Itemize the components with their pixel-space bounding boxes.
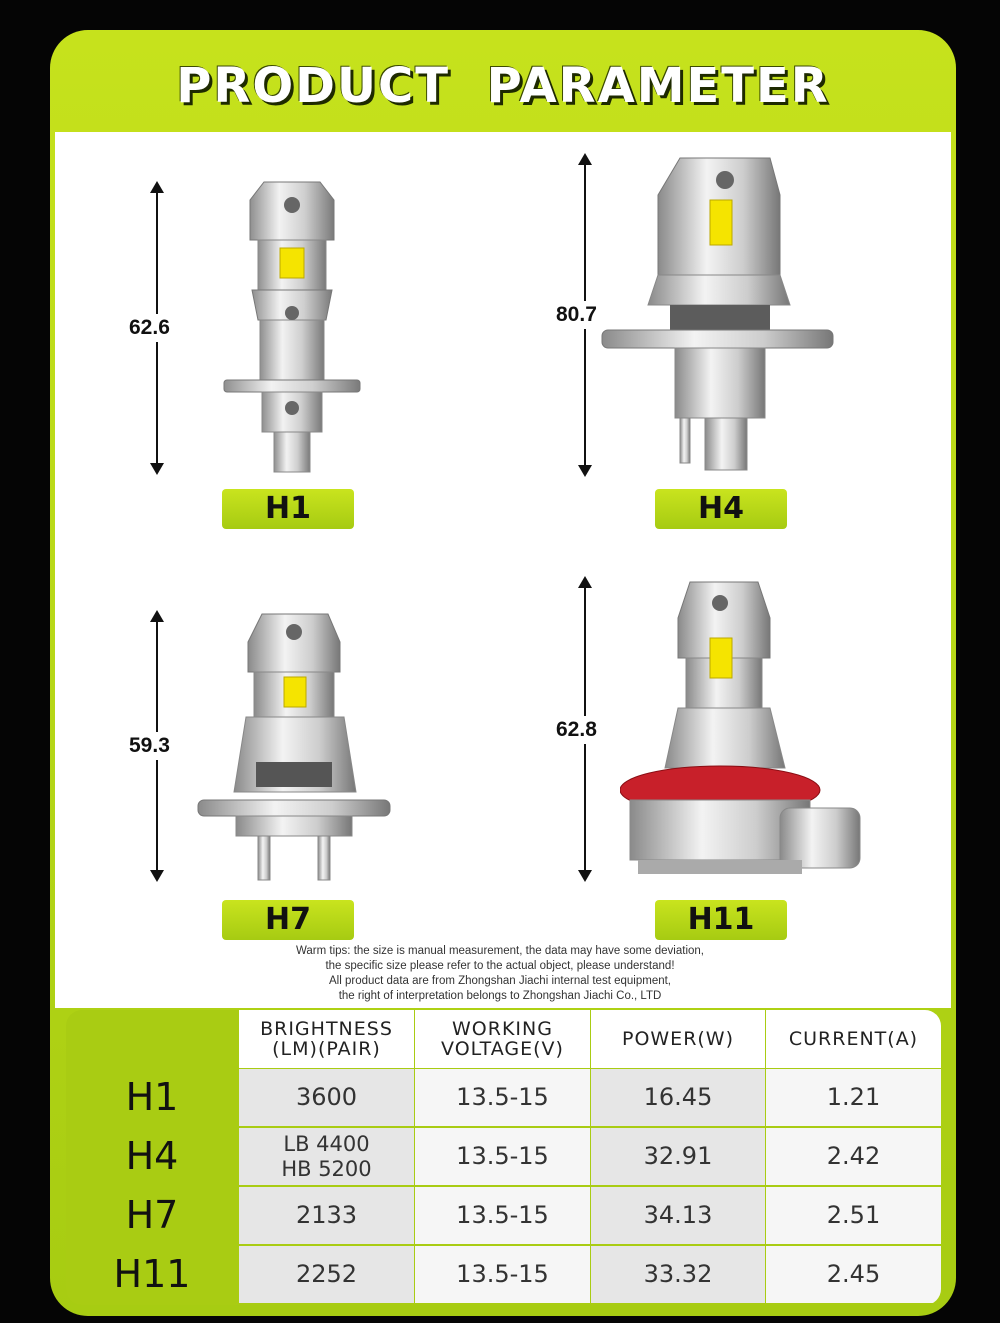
cell-power: 32.91 [591, 1128, 765, 1185]
h7-bulb-image [196, 612, 392, 882]
tip-line: the right of interpretation belongs to Zhongshan Jiachi Co., LTD [338, 990, 662, 1002]
cell-power: 34.13 [591, 1187, 765, 1244]
cell-power: 16.45 [591, 1069, 765, 1126]
row-model-h4: H4 [125, 1134, 179, 1178]
cell-current: 1.21 [766, 1069, 941, 1126]
warm-tips [150, 944, 850, 1004]
cell-voltage: 13.5-15 [415, 1246, 590, 1303]
model-badge-h7: H7 [222, 900, 354, 940]
cell-current: 2.51 [766, 1187, 941, 1244]
cell-power: 33.32 [591, 1246, 765, 1303]
parameter-table [66, 1010, 941, 1305]
row-model-h7: H7 [125, 1193, 179, 1237]
cell-voltage: 13.5-15 [415, 1069, 590, 1126]
page-title: PRODUCT PARAMETER [176, 58, 830, 114]
row-model-h11: H11 [113, 1252, 191, 1296]
cell-voltage: 13.5-15 [415, 1187, 590, 1244]
dimension-label-h1: 62.6 [127, 314, 172, 342]
tip-line: Warm tips: the size is manual measurement, the data may have some deviation, [295, 945, 704, 957]
cell-brightness: 2252 [239, 1246, 414, 1303]
cell-current: 2.42 [766, 1128, 941, 1185]
cell-current: 2.45 [766, 1246, 941, 1303]
header-power: POWER(W) [591, 1010, 765, 1068]
row-model-h1: H1 [125, 1075, 179, 1119]
model-badge-h11: H11 [655, 900, 787, 940]
cell-brightness: 3600 [239, 1069, 414, 1126]
h4-bulb-image [600, 155, 835, 475]
cell-brightness: 2133 [239, 1187, 414, 1244]
dimension-label-h4: 80.7 [554, 301, 599, 329]
cell-brightness: LB 4400 HB 5200 [239, 1128, 414, 1185]
dimension-label-h11: 62.8 [554, 716, 599, 744]
header-brightness: BRIGHTNESS (LM)(PAIR) [239, 1010, 414, 1068]
cell-voltage: 13.5-15 [415, 1128, 590, 1185]
header-current: CURRENT(A) [766, 1010, 941, 1068]
header-voltage: WORKING VOLTAGE(V) [415, 1010, 590, 1068]
h1-bulb-image [222, 180, 362, 475]
dimension-label-h7: 59.3 [127, 732, 172, 760]
model-badge-h1: H1 [222, 489, 354, 529]
tip-line: All product data are from Zhongshan Jiachi internal test equipment, [329, 975, 671, 987]
h11-bulb-image [620, 578, 870, 883]
model-badge-h4: H4 [655, 489, 787, 529]
tip-line: the specific size please refer to the actual object, please understand! [325, 960, 675, 972]
